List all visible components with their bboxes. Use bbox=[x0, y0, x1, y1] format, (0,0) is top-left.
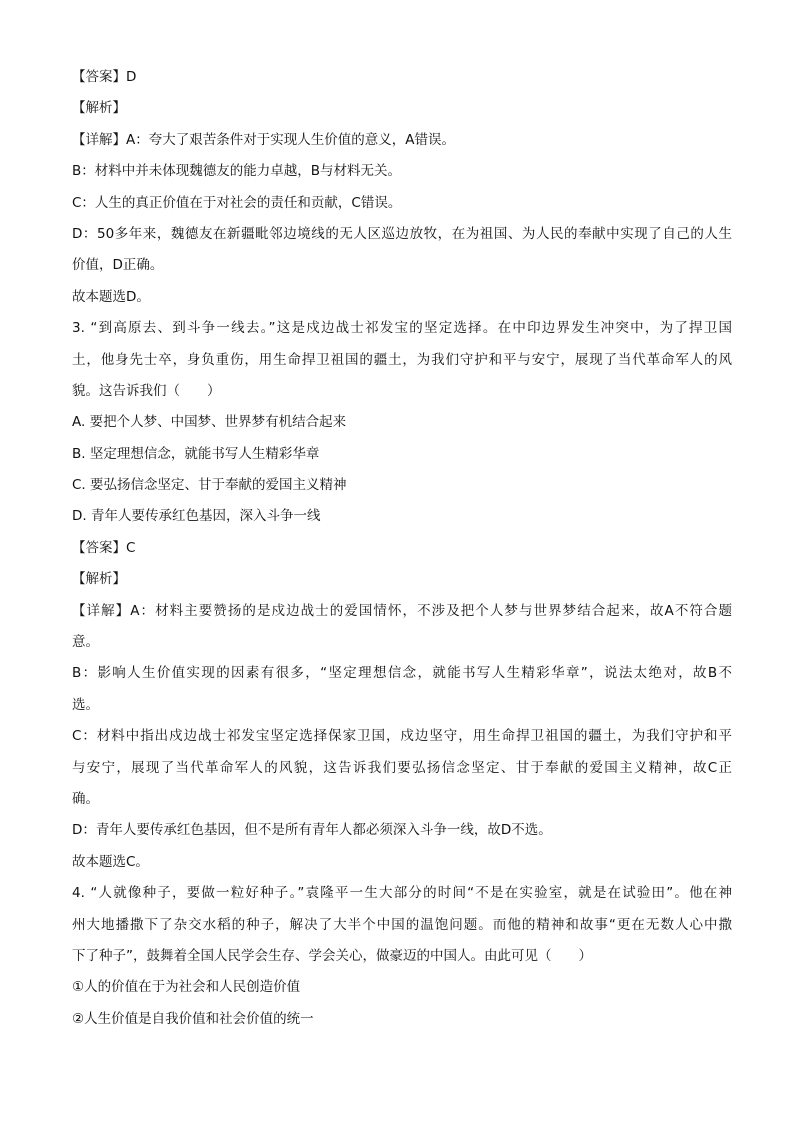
question-3-stem-end: 貌。这告诉我们（ ） bbox=[72, 382, 221, 399]
question-3-stem-cont: 土，他身先士卒，身负重伤，用生命捍卫祖国的疆土，为我们守护和平与安宁，展现了当代革命军人的风 bbox=[72, 351, 732, 368]
explanation-c-q2: C：人生的真正价值在于对社会的责任和贡献，C错误。 bbox=[72, 194, 402, 211]
answer-label-q2: 【答案】D bbox=[72, 69, 137, 85]
explanation-d-q2-cont: 价值，D正确。 bbox=[72, 257, 164, 274]
explanation-c-q3: C：材料中指出戍边战士祁发宝坚定选择保家卫国，戍边坚守，用生命捍卫祖国的疆土，为我们守护和平 bbox=[72, 728, 732, 745]
explanation-b-q3-cont: 选。 bbox=[72, 696, 99, 713]
statement-1-q4: ①人的价值在于为社会和人民创造价值 bbox=[72, 979, 301, 996]
explanation-d-q2: D：50多年来，魏德友在新疆毗邻边境线的无人区巡边放牧，在为祖国、为人民的奉献中实现了自己的人生 bbox=[72, 225, 732, 242]
explanation-a-q3: 【详解】A：材料主要赞扬的是戍边战士的爱国情怀，不涉及把个人梦与世界梦结合起来，故A不符合题 bbox=[72, 602, 732, 619]
option-d-q3: D. 青年人要传承红色基因，深入斗争一线 bbox=[72, 508, 321, 525]
question-3-stem: 3. “到高原去、到斗争一线去。”这是戍边战士祁发宝的坚定选择。在中印边界发生冲突中，为了捍卫国 bbox=[72, 320, 732, 337]
explanation-b-q2: B：材料中并未体现魏德友的能力卓越，B与材料无关。 bbox=[72, 163, 402, 180]
explanation-c-q3-cont: 与安宁，展现了当代革命军人的风貌，这告诉我们要弘扬信念坚定、甘于奉献的爱国主义精神，故C正 bbox=[72, 759, 732, 776]
explanation-a-q2: 【详解】A：夸大了艰苦条件对于实现人生价值的意义，A错误。 bbox=[72, 131, 455, 148]
statement-2-q4: ②人生价值是自我价值和社会价值的统一 bbox=[72, 1010, 314, 1027]
explanation-c-q3-end: 确。 bbox=[72, 790, 99, 807]
option-c-q3: C. 要弘扬信念坚定、甘于奉献的爱国主义精神 bbox=[72, 477, 347, 494]
option-a-q3: A. 要把个人梦、中国梦、世界梦有机结合起来 bbox=[72, 414, 347, 431]
document-page bbox=[72, 62, 732, 1035]
explanation-b-q3: B：影响人生价值实现的因素有很多，“坚定理想信念，就能书写人生精彩华章”，说法太绝对，故B不 bbox=[72, 665, 732, 682]
explanation-a-q3-cont: 意。 bbox=[72, 634, 99, 651]
question-4-stem: 4. “人就像种子，要做一粒好种子。”袁隆平一生大部分的时间“不是在实验室，就是在试验田”。他在神 bbox=[72, 885, 732, 902]
question-4-stem-end: 下了种子”，鼓舞着全国人民学会生存、学会关心，做豪迈的中国人。由此可见（ ） bbox=[72, 947, 592, 964]
conclusion-q3: 故本题选C。 bbox=[72, 853, 149, 870]
option-b-q3: B. 坚定理想信念，就能书写人生精彩华章 bbox=[72, 445, 320, 462]
analysis-label-q3: 【解析】 bbox=[72, 571, 126, 588]
answer-label-q3: 【答案】C bbox=[72, 539, 136, 556]
conclusion-q2: 故本题选D。 bbox=[72, 288, 150, 305]
explanation-d-q3: D：青年人要传承红色基因，但不是所有青年人都必须深入斗争一线，故D不选。 bbox=[72, 822, 552, 839]
analysis-label-q2: 【解析】 bbox=[72, 100, 126, 117]
question-4-stem-cont: 州大地播撒下了杂交水稻的种子，解决了大半个中国的温饱问题。而他的精神和故事“更在无数人心中撒 bbox=[72, 916, 732, 933]
